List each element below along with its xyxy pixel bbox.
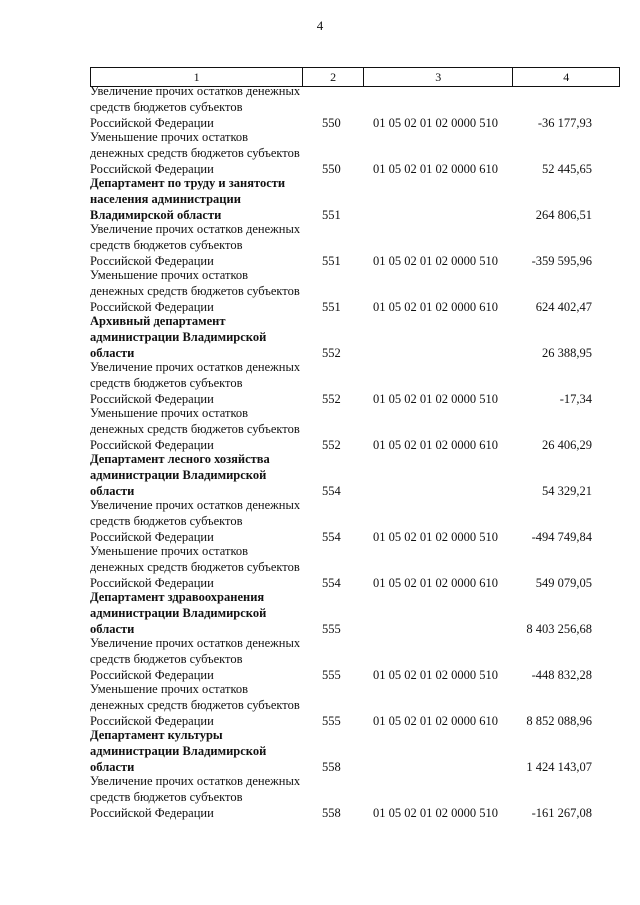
table-row: [0, 83, 640, 129]
description-line: средств бюджетов субъектов: [90, 514, 243, 528]
description-line: денежных средств бюджетов субъектов: [90, 146, 300, 160]
row-code: 558: [322, 806, 341, 820]
row-description: [90, 129, 305, 177]
description-line: Уменьшение прочих остатков: [90, 130, 249, 144]
description-line: средств бюджетов субъектов: [90, 100, 243, 114]
row-code: 551: [322, 208, 341, 222]
description-line: Уменьшение прочих остатков: [90, 268, 249, 282]
description-line: области: [90, 622, 135, 636]
row-amount: 624 402,47: [535, 300, 592, 314]
description-line: администрации Владимирской: [90, 468, 267, 482]
row-code: 551: [322, 254, 341, 268]
row-amount: 54 329,21: [542, 484, 592, 498]
row-code: 552: [322, 392, 341, 406]
row-amount: -161 267,08: [531, 806, 592, 820]
row-kbk: 01 05 02 01 02 0000 510: [373, 806, 498, 820]
row-amount: 8 852 088,96: [526, 714, 592, 728]
department-row: [0, 175, 640, 221]
description-line: денежных средств бюджетов субъектов: [90, 560, 300, 574]
row-kbk: 01 05 02 01 02 0000 510: [373, 392, 498, 406]
description-line: Российской Федерации: [90, 116, 214, 130]
column-header-2: 2: [303, 68, 364, 86]
description-line: Российской Федерации: [90, 714, 214, 728]
column-header-4: 4: [563, 70, 570, 84]
description-line: денежных средств бюджетов субъектов: [90, 284, 300, 298]
row-code: 552: [322, 346, 341, 360]
row-kbk: 01 05 02 01 02 0000 510: [373, 530, 498, 544]
table-row: [0, 129, 640, 175]
description-line: Архивный департамент: [90, 314, 226, 328]
description-line: Российской Федерации: [90, 438, 214, 452]
department-row: [0, 727, 640, 773]
table-row: [0, 773, 640, 819]
description-line: денежных средств бюджетов субъектов: [90, 422, 300, 436]
description-line: средств бюджетов субъектов: [90, 790, 243, 804]
description-line: Департамент культуры: [90, 728, 223, 742]
description-line: Российской Федерации: [90, 806, 214, 820]
row-description: [90, 451, 305, 499]
description-line: Увеличение прочих остатков денежных: [90, 636, 301, 650]
row-amount: -448 832,28: [531, 668, 592, 682]
row-description: [90, 727, 305, 775]
description-line: Департамент здравоохранения: [90, 590, 265, 604]
description-line: Увеличение прочих остатков денежных: [90, 84, 301, 98]
row-description: [90, 175, 305, 223]
row-kbk: 01 05 02 01 02 0000 610: [373, 576, 498, 590]
description-line: Российской Федерации: [90, 576, 214, 590]
description-line: средств бюджетов субъектов: [90, 652, 243, 666]
row-code: 555: [322, 668, 341, 682]
row-code: 552: [322, 438, 341, 452]
description-line: администрации Владимирской: [90, 606, 267, 620]
row-description: [90, 773, 305, 821]
column-header-1: 1: [91, 68, 303, 86]
page-number: 4: [316, 18, 324, 33]
description-line: Департамент лесного хозяйства: [90, 452, 270, 466]
table-row: [0, 405, 640, 451]
table-row: [0, 543, 640, 589]
description-line: Увеличение прочих остатков денежных: [90, 498, 301, 512]
table-row: [0, 681, 640, 727]
row-code: 554: [322, 484, 341, 498]
table-row: [0, 359, 640, 405]
row-amount: 264 806,51: [535, 208, 592, 222]
description-line: администрации Владимирской: [90, 744, 267, 758]
row-amount: 549 079,05: [535, 576, 592, 590]
department-row: [0, 313, 640, 359]
row-description: [90, 405, 305, 453]
row-amount: -36 177,93: [537, 116, 592, 130]
row-kbk: 01 05 02 01 02 0000 510: [373, 254, 498, 268]
department-row: [0, 589, 640, 635]
department-row: [0, 451, 640, 497]
row-amount: 8 403 256,68: [526, 622, 592, 636]
row-code: 554: [322, 530, 341, 544]
row-description: [90, 267, 305, 315]
description-line: Российской Федерации: [90, 254, 214, 268]
table-row: [0, 635, 640, 681]
row-description: [90, 359, 305, 407]
row-kbk: 01 05 02 01 02 0000 610: [373, 714, 498, 728]
row-kbk: 01 05 02 01 02 0000 610: [373, 300, 498, 314]
description-line: населения администрации: [90, 192, 241, 206]
description-line: Российской Федерации: [90, 392, 214, 406]
row-amount: -494 749,84: [531, 530, 592, 544]
column-header-3: 3: [364, 68, 513, 86]
row-code: 555: [322, 714, 341, 728]
row-kbk: 01 05 02 01 02 0000 510: [373, 668, 498, 682]
row-description: [90, 313, 305, 361]
description-line: Российской Федерации: [90, 162, 214, 176]
row-amount: -359 595,96: [531, 254, 592, 268]
row-description: [90, 589, 305, 637]
table-row: [0, 221, 640, 267]
description-line: средств бюджетов субъектов: [90, 238, 243, 252]
description-line: средств бюджетов субъектов: [90, 376, 243, 390]
row-amount: 52 445,65: [542, 162, 592, 176]
row-amount: -17,34: [559, 392, 592, 406]
row-amount: 26 406,29: [542, 438, 592, 452]
row-description: [90, 83, 305, 131]
row-description: [90, 497, 305, 545]
row-amount: 1 424 143,07: [526, 760, 592, 774]
row-description: [90, 543, 305, 591]
row-kbk: 01 05 02 01 02 0000 610: [373, 162, 498, 176]
row-description: [90, 635, 305, 683]
description-line: Уменьшение прочих остатков: [90, 406, 249, 420]
row-kbk: 01 05 02 01 02 0000 610: [373, 438, 498, 452]
row-amount: 26 388,95: [542, 346, 592, 360]
description-line: Увеличение прочих остатков денежных: [90, 222, 301, 236]
description-line: Департамент по труду и занятости: [90, 176, 286, 190]
row-code: 550: [322, 116, 341, 130]
description-line: Российской Федерации: [90, 530, 214, 544]
description-line: области: [90, 484, 135, 498]
row-code: 558: [322, 760, 341, 774]
row-code: 555: [322, 622, 341, 636]
description-line: Увеличение прочих остатков денежных: [90, 774, 301, 788]
description-line: денежных средств бюджетов субъектов: [90, 698, 300, 712]
row-code: 554: [322, 576, 341, 590]
description-line: области: [90, 760, 135, 774]
description-line: Уменьшение прочих остатков: [90, 544, 249, 558]
description-line: Уменьшение прочих остатков: [90, 682, 249, 696]
description-line: Владимирской области: [90, 208, 222, 222]
description-line: администрации Владимирской: [90, 330, 267, 344]
row-description: [90, 681, 305, 729]
row-kbk: 01 05 02 01 02 0000 510: [373, 116, 498, 130]
table-row: [0, 267, 640, 313]
description-line: Российской Федерации: [90, 300, 214, 314]
description-line: Увеличение прочих остатков денежных: [90, 360, 301, 374]
row-code: 550: [322, 162, 341, 176]
row-description: [90, 221, 305, 269]
description-line: Российской Федерации: [90, 668, 214, 682]
row-code: 551: [322, 300, 341, 314]
table-row: [0, 497, 640, 543]
description-line: области: [90, 346, 135, 360]
